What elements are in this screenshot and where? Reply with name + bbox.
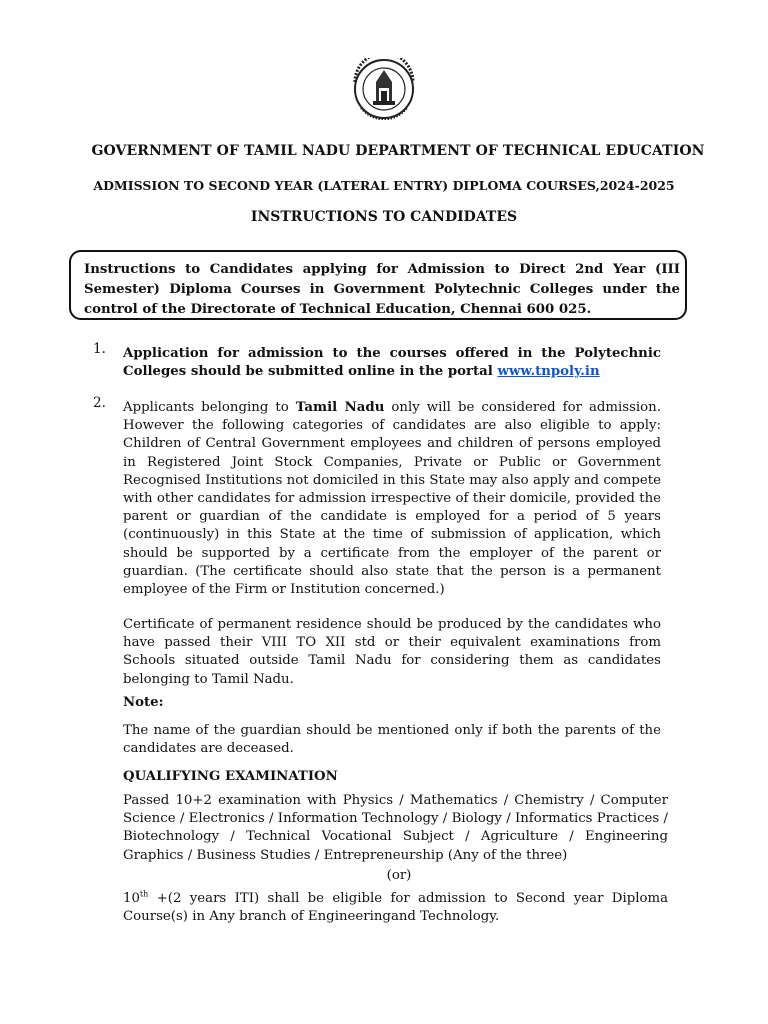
instructions-box-text: Instructions to Candidates applying for Admission to Direct 2nd Year (III Semester) Diploma Courses in Government Polytechnic Colleges under the control of the Directorate of Technical Education, Chennai 600 025. bbox=[84, 262, 680, 317]
item-2-bold-tamil-nadu: Tamil Nadu bbox=[295, 400, 385, 415]
or-separator: (or) bbox=[386, 868, 412, 883]
document-title: GOVERNMENT OF TAMIL NADU DEPARTMENT OF TECHNICAL EDUCATION bbox=[91, 143, 705, 159]
iti-body: +(2 years ITI) shall be eligible for admission to Second year Diploma Course(s) in Any branch of Engineeringand Technology. bbox=[123, 891, 668, 925]
qualifying-heading: QUALIFYING EXAMINATION bbox=[123, 769, 338, 784]
iti-prefix: 10 bbox=[123, 891, 140, 906]
section-title: INSTRUCTIONS TO CANDIDATES bbox=[250, 209, 518, 225]
item-1-text bbox=[123, 345, 661, 381]
iti-eligibility-text bbox=[123, 890, 668, 926]
certificate-paragraph: Certificate of permanent residence should be produced by the candidates who have passed their VIII TO XII std or their equivalent examinations from Schools situated outside Tamil Nadu for considering them as candidates belonging to Tamil Nadu. bbox=[123, 617, 661, 687]
item-2-text-after: only will be considered for admission. However the following categories of candidates are also eligible to apply: Children of Central Government employees and children of persons employed in Registered Joint Stock Companies, Private or Public or Government Recognised Institutions not domiciled in this State may also apply and compete with other candidates for admission irrespective of their domicile, provided the parent or guardian of the candidate is employed for a period of 5 years (continuously) in this State at the time of submission of application, which should be supported by a certificate from the employer of the parent or guardian. (The certificate should also state that the person is a permanent employee of the Firm or Institution concerned.) bbox=[123, 400, 661, 598]
iti-superscript: th bbox=[139, 889, 149, 899]
document-subtitle: ADMISSION TO SECOND YEAR (LATERAL ENTRY) DIPLOMA COURSES,2024-2025 bbox=[93, 178, 675, 193]
tamil-nadu-emblem-icon bbox=[343, 58, 425, 120]
item-2-text-before: Applicants belonging to bbox=[123, 400, 296, 415]
note-text: The name of the guardian should be mentioned only if both the parents of the candidates are deceased. bbox=[123, 723, 661, 757]
item-2-number: 2. bbox=[93, 395, 106, 411]
item-1-body: Application for admission to the courses offered in the Polytechnic Colleges should be submitted online in the portal bbox=[123, 346, 661, 380]
tnpoly-portal-link[interactable]: www.tnpoly.in bbox=[497, 364, 600, 380]
item-2-text bbox=[123, 399, 661, 599]
note-label: Note: bbox=[123, 695, 164, 710]
qualifying-text: Passed 10+2 examination with Physics / Mathematics / Chemistry / Computer Science / Electronics / Information Technology / Biology / Informatics Practices / Biotechnology / Technical Vocational Subject / Agriculture / Engineering Graphics / Business Studies / Entrepreneurship (Any of the three) bbox=[123, 793, 668, 863]
item-1-number: 1. bbox=[93, 341, 106, 357]
instructions-box bbox=[69, 250, 687, 320]
